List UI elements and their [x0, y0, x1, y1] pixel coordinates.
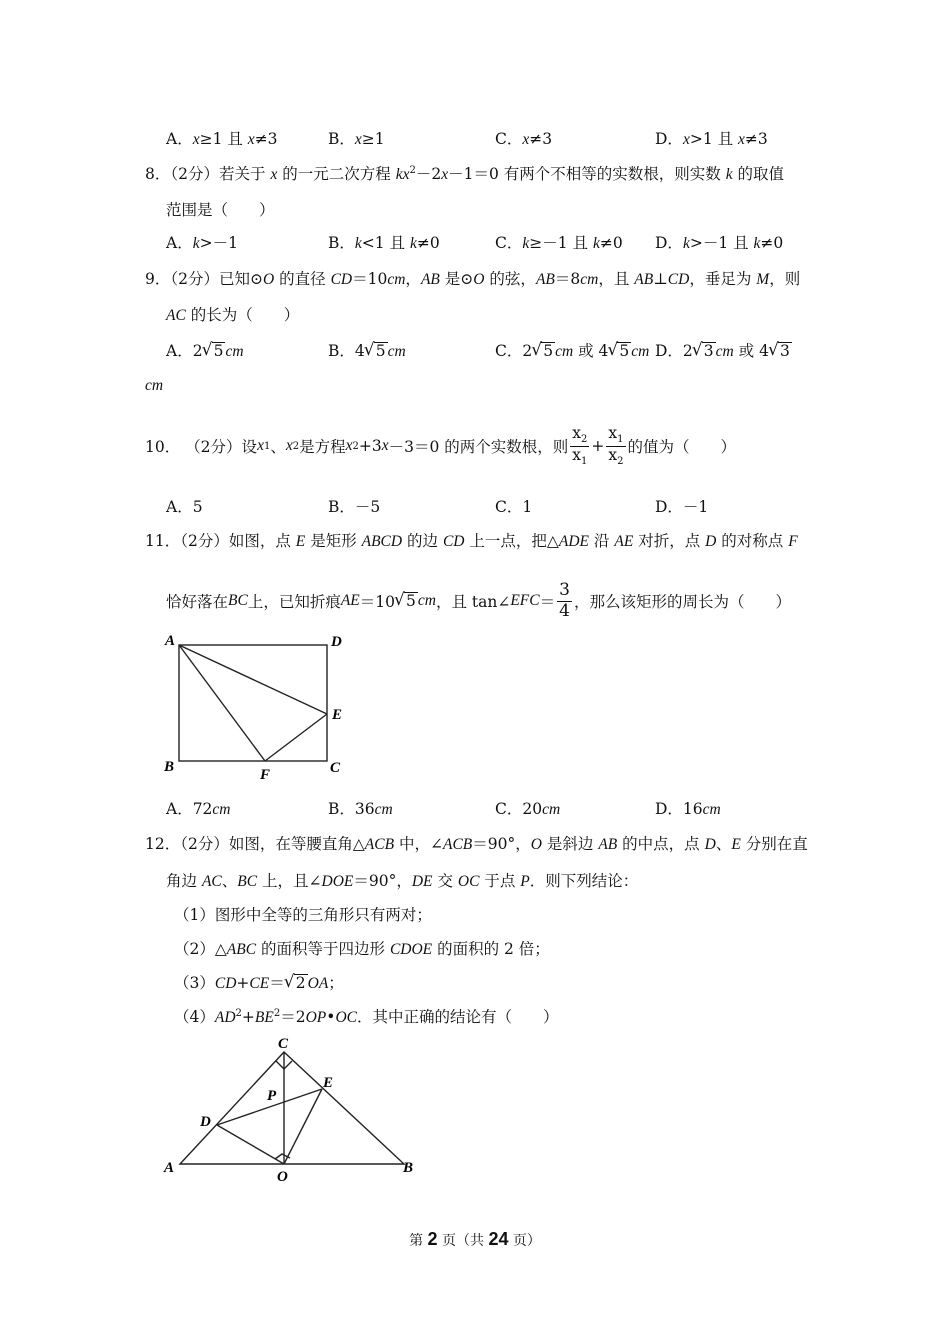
current-page-number: 2 — [427, 1229, 438, 1249]
total-page-number: 24 — [488, 1229, 509, 1249]
label-p: P — [267, 1088, 277, 1104]
label-a: A — [164, 1160, 175, 1176]
label-c: C — [278, 1036, 289, 1052]
label-a: A — [165, 633, 176, 649]
page-footer: 第 2 页（共 24 页） — [409, 1229, 541, 1249]
q8-option-c: C．k≥－1 且 k≠0 — [495, 234, 623, 252]
segment-fe — [265, 714, 327, 761]
q7-option-c: C．x≠3 — [495, 130, 553, 148]
q12-conclusion-2: （2）△ABC 的面积等于四边形 CDOE 的面积的 2 倍； — [174, 940, 550, 958]
q12-conclusion-3: （3）CD+CE＝√ 2 OA； — [174, 971, 344, 993]
q9-stem-line1: 9．（2分）已知⊙O 的直径 CD＝10cm，AB 是⊙O 的弦，AB＝8cm，且 AB⊥CD，垂足为 M，则 — [145, 270, 801, 288]
q10-option-b: B．－5 — [328, 498, 381, 516]
q9-option-c: C．2√ 5 cm 或 4√ 5 cm — [495, 339, 649, 361]
q12-triangle-figure — [160, 1032, 422, 1184]
q8-option-a: A．k>－1 — [166, 234, 238, 252]
label-c: C — [330, 760, 341, 776]
q9-option-b: B．4√ 5 cm — [328, 339, 406, 361]
q11-option-b: B．36cm — [328, 800, 393, 818]
q10-option-c: C．1 — [495, 498, 533, 516]
q9-option-a: A．2√ 5 cm — [166, 339, 244, 361]
q7-option-d: D．x>1 且 x≠3 — [655, 130, 768, 148]
q11-rectangle-figure — [160, 630, 360, 782]
q8-option-d: D．k>－1 且 k≠0 — [655, 234, 784, 252]
q9-option-d-unit: cm — [145, 377, 164, 394]
q9-stem-line2: AC 的长为（ ） — [166, 306, 300, 324]
q11-stem-line1: 11．（2分）如图，点 E 是矩形 ABCD 的边 CD 上一点，把△ADE 沿 AE 对折，点 D 的对称点 F — [145, 532, 798, 550]
q12-stem-line1: 12．（2分）如图，在等腰直角△ACB 中，∠ACB＝90°，O 是斜边 AB 的中点，点 D、E 分别在直 — [145, 835, 808, 853]
q10-fraction-2: $\frac{x_1}{x_2}$ — [608, 423, 624, 467]
label-b: B — [164, 759, 175, 775]
label-d: D — [331, 634, 342, 650]
right-angle-mark-o — [275, 1154, 290, 1159]
q10-fraction-1: $\frac{x_2}{x_1}$ — [572, 423, 588, 467]
q10-option-a: A．5 — [166, 498, 203, 516]
q8-stem-line1: 8．（2分）若关于 x 的一元二次方程 $kx^2-2x-1=0$ 有两个不相等的实数根，则实数 k 的取值 — [145, 164, 785, 183]
segment-do — [217, 1125, 284, 1164]
label-e: E — [323, 1075, 334, 1091]
q10-stem: 10． （2分） 设 x 1 、 x 2 是方程 x 2 +3 x －3＝0 的两个实数根，则 $\frac{x_2}{x_1}$ + $\frac{x_1}{x_2}$ 的值为（ ） — [145, 423, 737, 467]
label-b: B — [403, 1160, 414, 1176]
q11-option-a: A．72cm — [166, 800, 231, 818]
q11-option-c: C．20cm — [495, 800, 561, 818]
q12-conclusion-1: （1）图形中全等的三角形只有两对； — [174, 906, 432, 924]
q8-stem-line2: 范围是（ ） — [166, 201, 275, 219]
q12-stem-line2: 角边 AC、BC 上，且∠DOE＝90°，DE 交 OC 于点 P．则下列结论： — [166, 872, 639, 890]
label-f: F — [260, 767, 271, 782]
q8-option-b: B．k<1 且 k≠0 — [328, 234, 440, 252]
q11-stem-line2: 恰好落在 BC 上，已知折痕 AE ＝10 √ 5 cm ，且 tan∠ EFC ＝ $\frac{3}{4}$ ，那么该矩形的周长为（ ） — [166, 580, 791, 622]
q11-option-d: D．16cm — [655, 800, 721, 818]
label-o: O — [277, 1169, 288, 1184]
q7-option-b: B．x≥1 — [328, 130, 385, 148]
q9-option-d: D．2√ 3 cm 或 4√ 3 — [655, 339, 792, 361]
q12-conclusion-4: $(4)AD^2+BE^2=2OP•OC$．其中正确的结论有（ ） — [174, 1007, 559, 1026]
fold-line-ae — [179, 645, 327, 714]
label-d: D — [200, 1114, 211, 1130]
label-e: E — [332, 707, 343, 723]
segment-af — [179, 645, 265, 761]
q10-option-d: D．－1 — [655, 498, 709, 516]
q7-option-a: A．x≥1 且 x≠3 — [166, 130, 278, 148]
